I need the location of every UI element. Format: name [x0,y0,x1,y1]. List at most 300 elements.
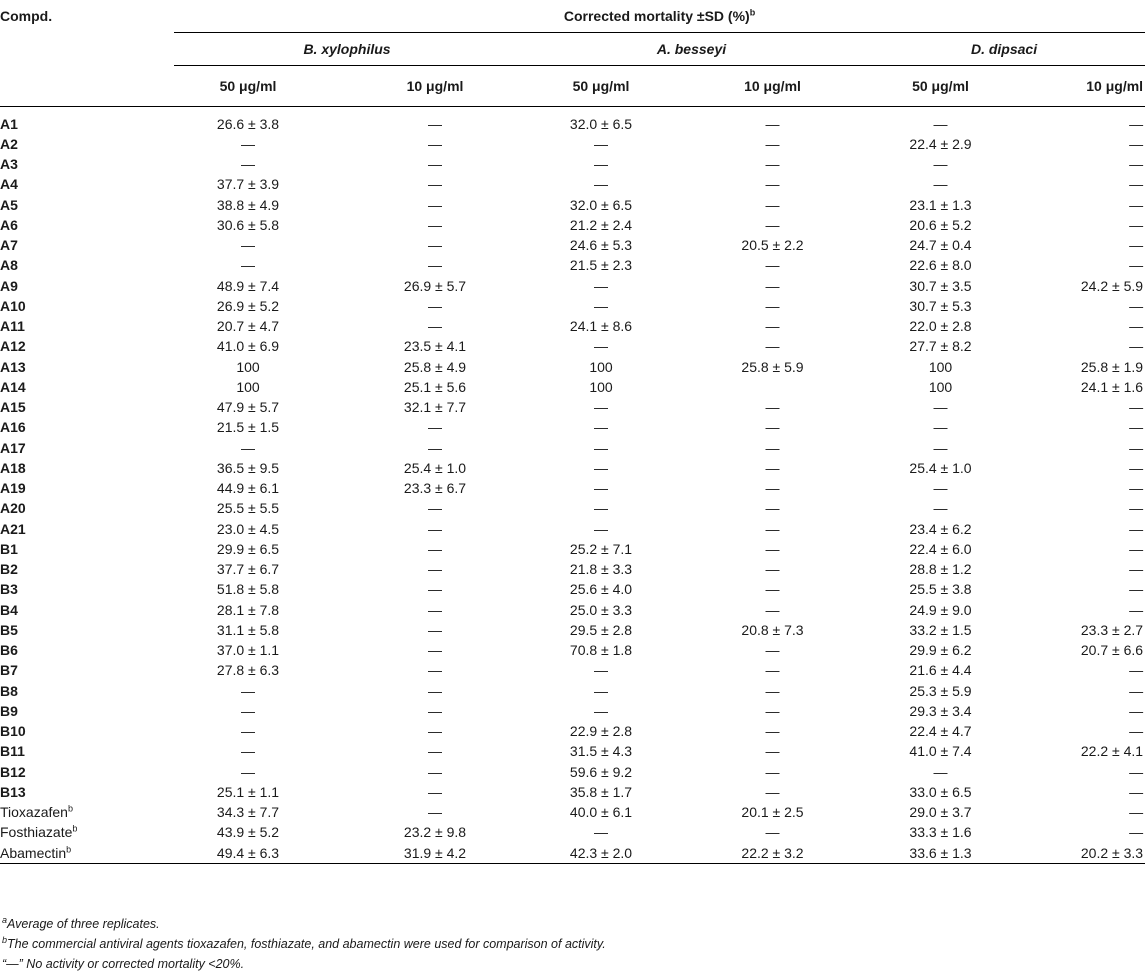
mortality-cell: — [765,520,780,537]
mortality-cell: 22.4 ± 6.0 [909,540,972,557]
mortality-cell: — [1129,318,1144,335]
mortality-cell: — [428,621,442,638]
mortality-cell: — [765,318,780,335]
compound-name: A8 [0,257,18,274]
mortality-cell: — [594,297,608,314]
compound-name: B11 [0,743,25,760]
mortality-cell: 32.1 ± 7.7 [403,399,467,416]
mortality-cell: 27.7 ± 8.2 [909,338,972,355]
mortality-cell: 33.2 ± 1.5 [909,621,972,638]
mortality-cell: — [933,399,948,416]
mortality-cell: — [765,824,780,841]
mortality-cell: — [1129,702,1144,719]
mortality-cell: — [765,338,780,355]
mortality-cell: 42.3 ± 2.0 [520,843,682,864]
mortality-cell: 25.3 ± 5.9 [909,682,972,699]
dose-header: 50 μg/ml [174,66,336,107]
mortality-cell: 41.0 ± 6.9 [216,338,280,355]
mortality-cell: 100 [236,378,260,395]
mortality-cell: — [765,702,780,719]
mortality-cell: — [765,480,780,497]
mortality-cell: 20.7 ± 6.6 [1080,642,1144,659]
table-row [0,762,1145,782]
mortality-cell: 29.5 ± 2.8 [569,621,633,638]
mortality-cell: — [765,581,780,598]
mortality-cell: — [428,439,442,456]
mortality-cell: — [765,723,780,740]
mortality-cell: — [241,702,255,719]
compound-name: Abamectin$^b$ [0,843,174,864]
table-row [0,782,1145,802]
mortality-cell: 23.0 ± 4.5 [216,520,280,537]
mortality-cell: 25.6 ± 4.0 [569,581,633,598]
mortality-cell: — [765,399,780,416]
mortality-cell: — [594,682,608,699]
mortality-cell: — [428,601,442,618]
mortality-cell: 28.1 ± 7.8 [216,601,280,618]
mortality-cell: 23.1 ± 1.3 [909,196,972,213]
mortality-cell: — [1129,399,1144,416]
mortality-cell: — [765,459,780,476]
mortality-cell: 30.6 ± 5.8 [216,216,280,233]
mortality-cell: 32.0 ± 6.5 [569,115,633,132]
mortality-cell: — [428,115,442,132]
compound-name: A7 [0,237,18,254]
table-title: Corrected mortality ±SD (%)$^b$ [174,0,1145,33]
mortality-cell: 21.2 ± 2.4 [569,216,633,233]
mortality-cell: 59.6 ± 9.2 [569,763,633,780]
mortality-cell: — [1129,135,1144,152]
dose-header: 50 μg/ml [863,66,1018,107]
mortality-cell: — [594,338,608,355]
mortality-cell: — [933,763,948,780]
mortality-cell: 23.3 ± 2.7 [1080,621,1144,638]
mortality-cell: 24.7 ± 0.4 [909,237,972,254]
mortality-cell: 23.4 ± 6.2 [909,520,972,537]
mortality-cell: 20.8 ± 7.3 [741,621,804,638]
mortality-cell: 22.2 ± 4.1 [1080,743,1144,760]
mortality-cell: 100 [928,358,953,375]
table-row [0,620,1145,640]
mortality-cell: 43.9 ± 5.2 [216,824,280,841]
compound-name: A18 [0,459,26,476]
mortality-cell: 47.9 ± 5.7 [216,399,280,416]
table-row [0,357,1145,377]
mortality-cell: — [765,540,780,557]
compound-name: A6 [0,216,18,233]
mortality-cell: — [1129,662,1144,679]
mortality-cell: — [428,662,442,679]
mortality-cell: — [428,642,442,659]
table-row [0,316,1145,336]
compound-name: B5 [0,621,18,638]
footnote: “—” No activity or corrected mortality <20%. [2,957,245,971]
table-row [0,802,1145,822]
mortality-cell: — [241,135,255,152]
mortality-cell: — [241,743,255,760]
table-row [0,681,1145,701]
mortality-cell: — [1129,824,1144,841]
mortality-cell: — [765,439,780,456]
mortality-cell: — [428,237,442,254]
mortality-cell: — [241,439,255,456]
mortality-cell: — [1129,500,1144,517]
table-row [0,640,1145,660]
mortality-cell: — [594,702,608,719]
mortality-cell: — [1129,480,1144,497]
mortality-cell: 22.9 ± 2.8 [569,723,633,740]
mortality-cell: — [241,682,255,699]
mortality-cell: — [933,480,948,497]
mortality-cell: — [1129,176,1144,193]
mortality-cell: 24.9 ± 9.0 [909,601,972,618]
table-row [0,822,1145,842]
mortality-cell: — [933,115,948,132]
mortality-cell: — [428,216,442,233]
table-row [0,539,1145,559]
mortality-cell: 27.8 ± 6.3 [216,662,280,679]
mortality-cell: 22.2 ± 3.2 [682,843,863,864]
footnote: $^b$The commercial antiviral agents tioxazafen, fosthiazate, and abamectin were used for comparison of activity. [2,934,606,951]
compound-name: B13 [0,783,26,800]
mortality-cell: 25.8 ± 4.9 [403,358,467,375]
mortality-cell: — [594,520,608,537]
mortality-cell: 29.9 ± 6.5 [216,540,280,557]
mortality-cell: — [594,480,608,497]
table-row [0,417,1145,437]
compound-name: B9 [0,702,18,719]
mortality-cell: 26.9 ± 5.2 [216,297,280,314]
species-d-dipsaci: D. dipsaci [863,33,1145,66]
mortality-cell: — [765,257,780,274]
table-body [0,114,1145,864]
mortality-cell: — [428,176,442,193]
mortality-cell: — [765,115,780,132]
dose-header: 10 μg/ml [682,66,863,107]
mortality-cell: — [594,156,608,173]
mortality-cell: — [1129,419,1144,436]
mortality-cell: 36.5 ± 9.5 [216,459,280,476]
mortality-cell: — [428,743,442,760]
mortality-cell: — [1129,561,1144,578]
mortality-cell: 70.8 ± 1.8 [569,642,633,659]
mortality-cell: — [428,804,442,821]
mortality-cell: 20.2 ± 3.3 [1018,843,1145,864]
mortality-cell: — [428,561,442,578]
dose-header: 50 μg/ml [520,66,682,107]
mortality-cell: — [428,540,442,557]
table-row [0,195,1145,215]
mortality-cell: — [241,237,255,254]
mortality-cell: 25.1 ± 1.1 [216,783,280,800]
mortality-cell: — [765,216,780,233]
species-b-xylophilus: B. xylophilus [174,33,520,66]
mortality-cell: 100 [928,378,953,395]
mortality-cell: — [765,277,780,294]
compound-name: A5 [0,196,18,213]
mortality-cell: 25.8 ± 1.9 [1080,358,1144,375]
mortality-cell: 30.7 ± 5.3 [909,297,972,314]
mortality-cell: 25.8 ± 5.9 [741,358,804,375]
mortality-cell: 48.9 ± 7.4 [216,277,280,294]
mortality-cell: — [765,662,780,679]
mortality-cell: 38.8 ± 4.9 [216,196,280,213]
mortality-cell: — [594,439,608,456]
table-row [0,134,1145,154]
compound-name: B1 [0,540,18,557]
mortality-cell: 31.1 ± 5.8 [216,621,280,638]
mortality-cell: 49.4 ± 6.3 [174,843,336,864]
mortality-cell: — [765,682,780,699]
mortality-cell: — [594,459,608,476]
compound-name: A14 [0,378,26,395]
mortality-cell: 24.2 ± 5.9 [1080,277,1144,294]
mortality-cell: — [933,439,948,456]
mortality-cell: 29.3 ± 3.4 [909,702,972,719]
mortality-cell: — [933,419,948,436]
mortality-cell: — [428,135,442,152]
mortality-cell: 34.3 ± 7.7 [216,804,280,821]
compound-name: A10 [0,297,26,314]
mortality-cell: 40.0 ± 6.1 [569,804,633,821]
table-row [0,721,1145,741]
mortality-cell: — [1129,115,1144,132]
mortality-cell: 21.6 ± 4.4 [909,662,972,679]
mortality-cell: 21.5 ± 1.5 [216,419,280,436]
mortality-cell: — [428,520,442,537]
mortality-cell: 33.0 ± 6.5 [909,783,972,800]
mortality-cell: — [1129,783,1144,800]
mortality-cell: — [765,783,780,800]
mortality-cell: 20.1 ± 2.5 [741,804,804,821]
mortality-cell: 26.9 ± 5.7 [403,277,467,294]
mortality-cell: — [933,156,948,173]
mortality-cell: — [428,318,442,335]
mortality-cell: — [428,196,442,213]
compound-name: A4 [0,176,18,193]
mortality-cell: — [594,662,608,679]
dose-header: 10 μg/ml [1018,66,1145,107]
mortality-cell: — [1129,237,1144,254]
dose-header: 10 μg/ml [336,66,520,107]
table-row [0,579,1145,599]
mortality-cell: — [594,824,608,841]
mortality-cell: — [1129,520,1144,537]
mortality-cell: — [594,277,608,294]
mortality-cell: 21.8 ± 3.3 [569,561,633,578]
mortality-cell: — [1129,601,1144,618]
mortality-cell: — [765,135,780,152]
compound-name: Tioxazafen$^b$ [0,803,73,821]
mortality-cell: — [1129,459,1144,476]
compound-name: A9 [0,277,18,294]
compound-name: A12 [0,338,26,355]
mortality-cell: 37.7 ± 3.9 [216,176,280,193]
mortality-cell: — [428,723,442,740]
mortality-cell: — [428,419,442,436]
mortality-cell: 23.2 ± 9.8 [403,824,467,841]
mortality-cell: 41.0 ± 7.4 [909,743,972,760]
mortality-cell: — [428,702,442,719]
mortality-cell: — [594,399,608,416]
mortality-cell: — [241,763,255,780]
table-row [0,255,1145,275]
mortality-cell: 24.6 ± 5.3 [569,237,633,254]
mortality-cell: — [241,723,255,740]
footnote: $^a$Average of three replicates. [2,914,160,931]
table-row [0,397,1145,417]
mortality-cell: — [765,156,780,173]
mortality-cell: — [765,500,780,517]
table-row [0,600,1145,620]
table-row [0,174,1145,194]
mortality-cell: 22.4 ± 2.9 [909,135,972,152]
mortality-cell: — [1129,540,1144,557]
table-row [0,154,1145,174]
compound-name: A11 [0,318,25,335]
mortality-cell: — [1129,257,1144,274]
mortality-cell: 25.0 ± 3.3 [569,601,633,618]
mortality-cell: 25.1 ± 5.6 [403,378,467,395]
mortality-cell: — [1129,804,1144,821]
mortality-cell: 28.8 ± 1.2 [909,561,972,578]
mortality-cell: — [765,419,780,436]
mortality-cell: 51.8 ± 5.8 [216,581,280,598]
mortality-cell: 20.7 ± 4.7 [216,318,280,335]
mortality-cell: 100 [236,358,260,375]
mortality-cell: — [1129,338,1144,355]
mortality-cell: — [765,642,780,659]
table-row [0,660,1145,680]
footnotes [0,914,1145,974]
mortality-cell: — [933,176,948,193]
compound-name: Fosthiazate$^b$ [0,823,78,841]
mortality-cell: — [765,196,780,213]
table-row [0,235,1145,255]
compound-name: B3 [0,581,18,598]
compound-name: A20 [0,500,26,517]
mortality-cell: 33.6 ± 1.3 [863,843,1018,864]
mortality-cell: — [428,581,442,598]
mortality-cell: 24.1 ± 1.6 [1080,378,1144,395]
mortality-cell: 24.1 ± 8.6 [569,318,633,335]
mortality-cell: — [428,500,442,517]
compound-name: A1 [0,115,18,132]
table-row [0,296,1145,316]
mortality-cell: 23.3 ± 6.7 [403,480,467,497]
mortality-cell: — [1129,196,1144,213]
mortality-cell: — [1129,297,1144,314]
compound-name: B2 [0,561,18,578]
mortality-cell: 100 [589,378,613,395]
mortality-cell: 25.4 ± 1.0 [909,459,972,476]
species-a-besseyi: A. besseyi [520,33,863,66]
mortality-cell: 25.5 ± 5.5 [216,500,280,517]
mortality-cell: — [1129,439,1144,456]
mortality-cell: 29.9 ± 6.2 [909,642,972,659]
mortality-cell: 26.6 ± 3.8 [216,115,280,132]
mortality-cell: — [765,176,780,193]
mortality-cell: — [428,297,442,314]
mortality-cell: — [241,156,255,173]
table-row [0,701,1145,721]
mortality-cell: 31.9 ± 4.2 [336,843,520,864]
mortality-cell: 29.0 ± 3.7 [909,804,972,821]
table-row [0,741,1145,761]
mortality-cell: 35.8 ± 1.7 [569,783,633,800]
mortality-cell: — [1129,216,1144,233]
mortality-cell: 22.6 ± 8.0 [909,257,972,274]
table-row [0,438,1145,458]
mortality-cell: 30.7 ± 3.5 [909,277,972,294]
table-row [0,559,1145,579]
mortality-cell: — [428,257,442,274]
mortality-cell: 20.6 ± 5.2 [909,216,972,233]
mortality-cell: 100 [589,358,613,375]
mortality-cell: 25.2 ± 7.1 [569,540,633,557]
compound-name: B6 [0,642,18,659]
mortality-cell: 37.0 ± 1.1 [216,642,280,659]
table-row [0,114,1145,134]
mortality-cell: 22.0 ± 2.8 [909,318,972,335]
compound-name: B7 [0,662,18,679]
table-row [0,478,1145,498]
mortality-cell: — [1129,763,1144,780]
compound-name: A2 [0,135,18,152]
table-row [0,519,1145,539]
table-row [0,336,1145,356]
compound-name: A3 [0,156,18,173]
mortality-cell: — [765,297,780,314]
table-row [0,843,1145,864]
mortality-cell: 44.9 ± 6.1 [216,480,280,497]
mortality-cell: — [933,500,948,517]
compound-name: B12 [0,763,26,780]
mortality-cell: 25.5 ± 3.8 [909,581,972,598]
compound-name: A19 [0,480,26,497]
mortality-cell: 23.5 ± 4.1 [403,338,467,355]
mortality-cell: — [428,682,442,699]
mortality-cell: 21.5 ± 2.3 [569,257,633,274]
mortality-cell: — [765,743,780,760]
mortality-cell: — [594,419,608,436]
mortality-cell: — [765,561,780,578]
table-row [0,498,1145,518]
mortality-cell: — [765,763,780,780]
mortality-cell: 20.5 ± 2.2 [741,237,804,254]
mortality-cell [682,377,863,397]
compound-name: A21 [0,520,26,537]
mortality-cell: 22.4 ± 4.7 [909,723,972,740]
mortality-cell: — [594,176,608,193]
mortality-cell: — [1129,682,1144,699]
compound-name: A16 [0,419,26,436]
mortality-cell: — [241,257,255,274]
mortality-cell: — [1129,723,1144,740]
table-row [0,377,1145,397]
mortality-cell: 32.0 ± 6.5 [569,196,633,213]
mortality-cell: — [428,156,442,173]
compd-header: Compd. [0,8,53,25]
mortality-cell: — [1129,156,1144,173]
compound-name: B8 [0,682,18,699]
mortality-cell: — [428,783,442,800]
compound-name: A15 [0,399,26,416]
mortality-cell: 31.5 ± 4.3 [569,743,633,760]
compound-name: A17 [0,439,26,456]
mortality-cell: — [765,601,780,618]
mortality-cell: — [594,500,608,517]
